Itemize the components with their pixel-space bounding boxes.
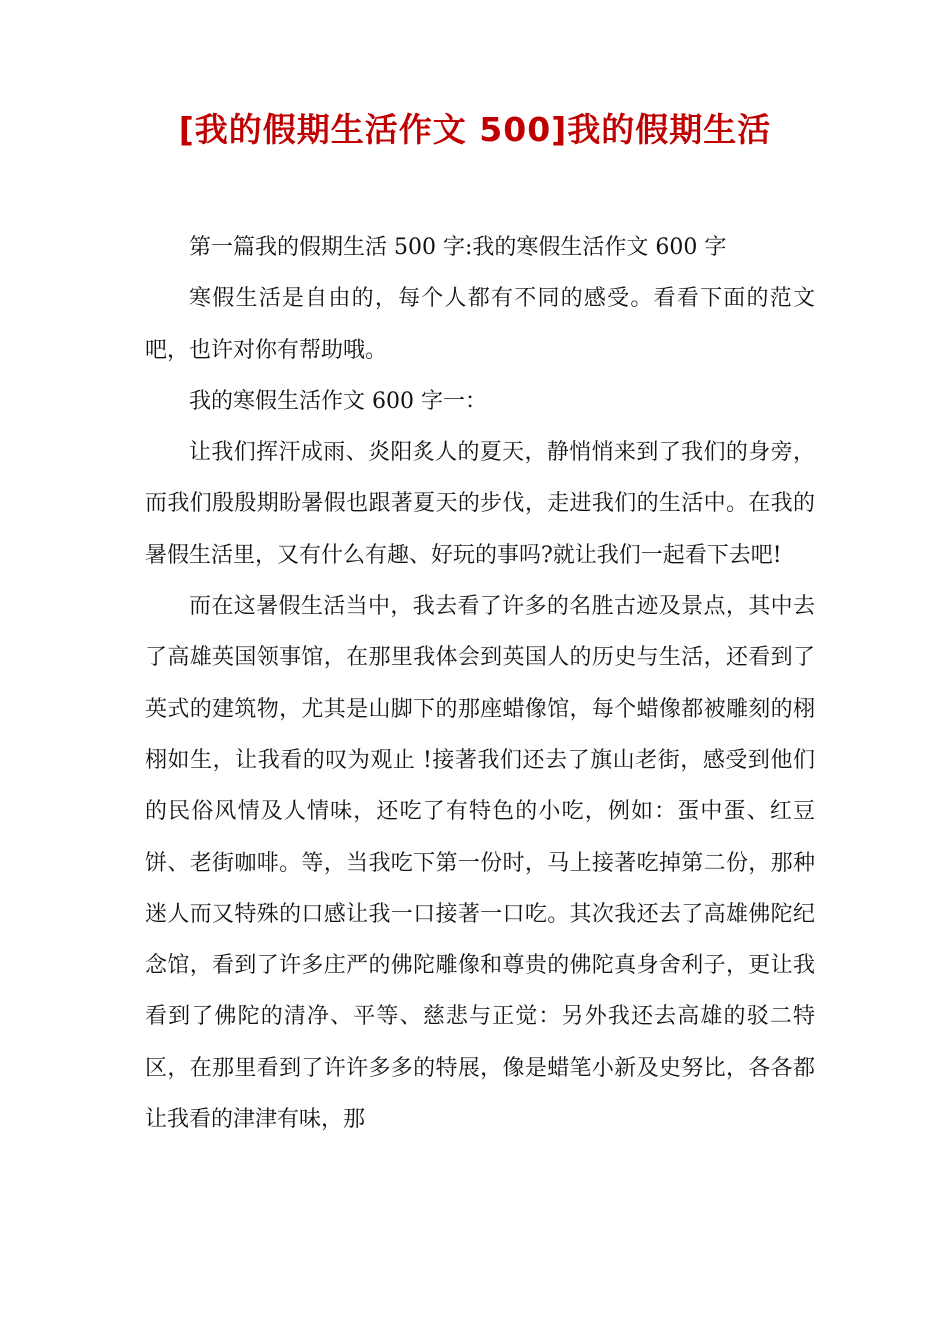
paragraph: 而在这暑假生活当中，我去看了许多的名胜古迹及景点，其中去了高雄英国领事馆，在那里我体会到英国人的历史与生活，还看到了英式的建筑物，尤其是山脚下的那座蜡像馆，每个蜡像都被雕刻的栩栩如生，让我看的叹为观止 !接著我们还去了旗山老街，感受到他们的民俗风情及人情味，还吃了有特色的小吃，例如：蛋中蛋、红豆饼、老街咖啡。等，当我吃下第一份时，马上接著吃掉第二份，那种迷人而又特殊的口感让我一口接著一口吃。其次我还去了高雄佛陀纪念馆，看到了许多庄严的佛陀雕像和尊贵的佛陀真身舍利子，更让我看到了佛陀的清净、平等、慈悲与正觉：另外我还去高雄的驳二特区，在那里看到了许许多多的特展，像是蜡笔小新及史努比，各各都让我看的津津有味，那: [145, 594, 815, 1133]
paragraph: 第一篇我的假期生活 500 字:我的寒假生活作文 600 字: [189, 235, 727, 260]
paragraph: 寒假生活是自由的，每个人都有不同的感受。看看下面的范文吧，也许对你有帮助哦。: [145, 286, 815, 363]
document-body: [145, 222, 815, 1145]
document-title: [我的假期生活作文 500]我的假期生活: [178, 110, 772, 149]
paragraph: 我的寒假生活作文 600 字一：: [189, 388, 487, 414]
paragraph: 让我们挥汗成雨、炎阳炙人的夏天，静悄悄来到了我们的身旁，而我们殷殷期盼暑假也跟著夏天的步伐，走进我们的生活中。在我的暑假生活里，又有什么有趣、好玩的事吗?就让我们一起看下去吧!: [145, 440, 815, 568]
